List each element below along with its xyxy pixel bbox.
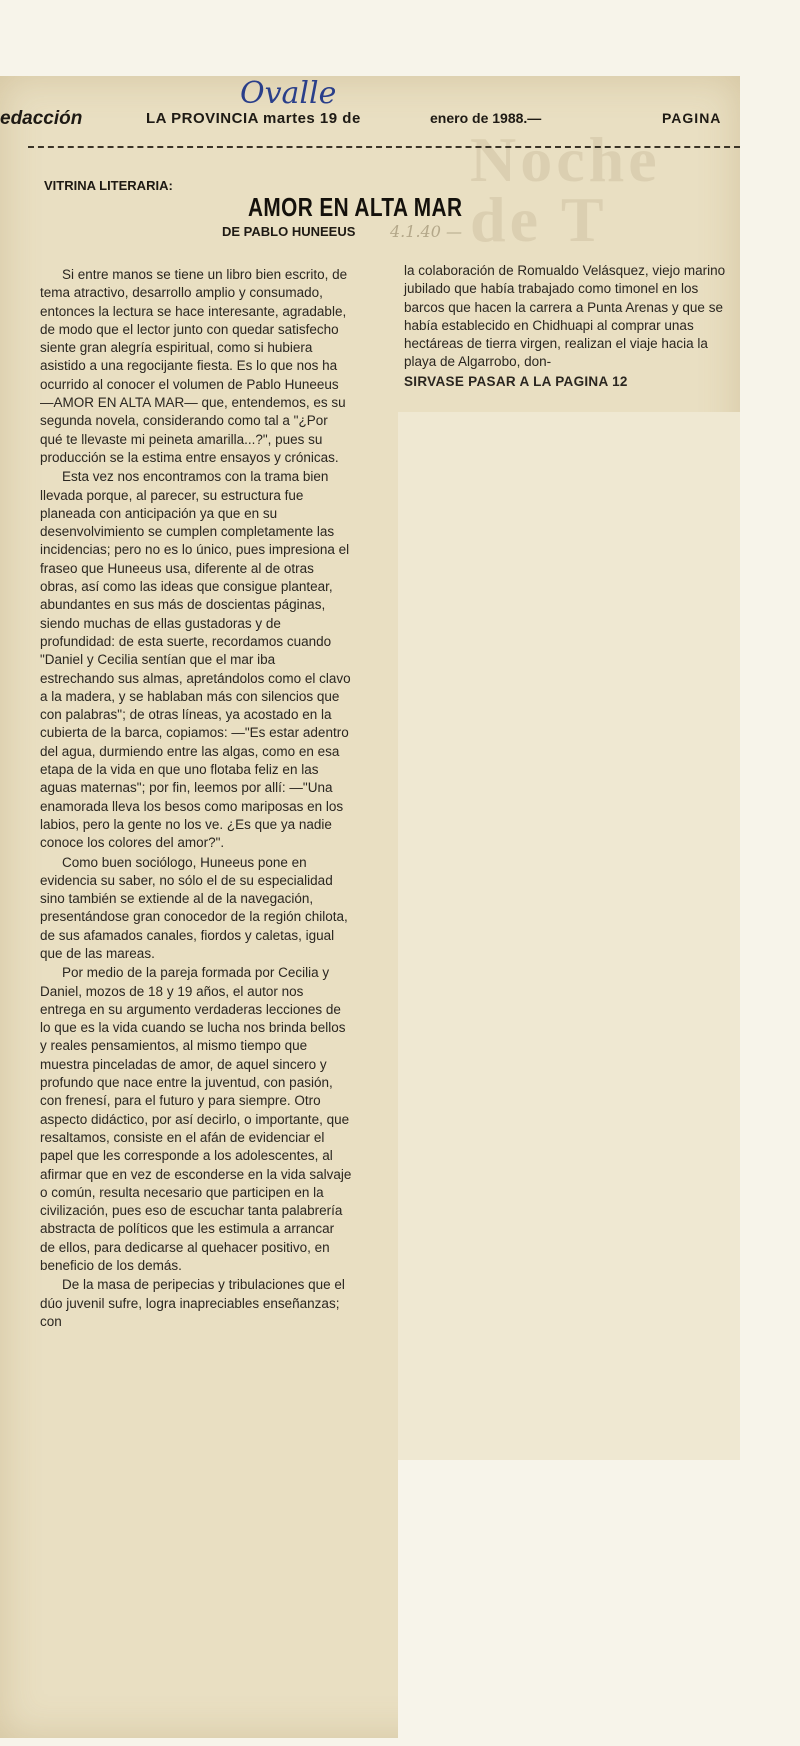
article-column-left [40,266,352,1331]
paragraph: Por medio de la pareja formada por Cecilia y Daniel, mozos de 18 y 19 años, el autor nos entrega en su argumento verdaderas lecciones de lo que es la vida cuando se lucha nos brinda bellos y reales pensamientos, al mismo tiempo que muestra pinceladas de amor, de aquel sincero y profundo que nace entre la juventud, con pasión, con frenesí, para el futuro y para siempre. Otro aspecto didáctico, por así decirlo, o importante, que resaltamos, consiste en el afán de evidenciar el papel que les corresponde a los adolescentes, al afirmar que en vez de esconderse en la vida salvaje o común, resulta necesario que participen en la civilización, pues eso de escuchar tanta palabrería abstracta de políticos que les estimula a arrancar de ellos, para dedicarse al quehacer positivo, en beneficio de los demás. [40,965,352,1274]
article-column-right [404,262,734,391]
pencil-note: 4.1.40 — [390,222,462,241]
paragraph: Si entre manos se tiene un libro bien escrito, de tema atractivo, desarrollo amplio y consumado, entonces la lectura se hace interesante, agradable, de modo que el lector junto con quedar satisfecho siente gran alegría espiritual, como si hubiera asistido a una regocijante fiesta. Es lo que nos ha ocurrido al conocer el volumen de Pablo Huneeus —AMOR EN ALTA MAR— que, entendemos, es su segunda novela, considerando como tal a "¿Por qué te llevaste mi peineta amarilla...?", pues su producción se la estima entre ensayos y crónicas. [40,267,348,465]
section-name: edacción [0,108,83,129]
article-byline: DE PABLO HUNEEUS [222,224,356,239]
handwritten-note: Ovalle [240,76,337,111]
page-label: PAGINA [662,110,722,126]
paragraph: Esta vez nos encontramos con la trama bien llevada porque, al parecer, su estructura fue planeada con anticipación ya que en su desenvolvimiento se cumplen completamente las incidencias; pero no es lo único, pues impresiona el fraseo que Huneeus usa, diferente al de otras obras, así como las ideas que consigue plantear, abundantes en sus más de doscientas páginas, siendo muchas de ellas gustadoras y de profundidad: de esta suerte, recordamos cuando "Daniel y Cecilia sentían que el mar iba estrechando sus almas, apretándolos como el clavo a la madera, y se hablaban más con silencios que con palabras"; de otras líneas, ya acostado en la cubierta de la barca, copiamos: —"Es estar adentro del agua, durmiendo entre las algas, como en esa etapa de la vida en que uno flotaba feliz en las aguas maternas"; por fin, leemos por allí: —"Una enamorada lleva los besos como mariposas en los labios, pero la gente no los ve. ¿Es que ya nadie conoce los colores del amor?". [40,469,351,851]
paragraph: Como buen sociólogo, Huneeus pone en evidencia su saber, no sólo el de su especialidad sino también se extiende al de la navegación, presentándose gran conocedor de la región chilota, de sus afamados canales, fiordos y caletas, igual que de las mareas. [40,854,348,961]
paragraph: De la masa de peripecias y tribulaciones que el dúo juvenil sufre, logra inapreciables enseñanzas; con [40,1277,345,1329]
clipping-right-blank [398,412,740,1462]
article-kicker: VITRINA LITERARIA: [44,178,173,193]
newspaper-name: LA PROVINCIA martes 19 de [146,110,361,127]
issue-date: enero de 1988.— [430,110,542,126]
header-divider [28,146,740,148]
article-title: AMOR EN ALTA MAR [248,192,463,222]
clipping-cutout [398,1460,740,1738]
page-header [0,96,740,140]
paragraph: la colaboración de Romualdo Velásquez, viejo marino jubilado que había trabajado como timonel en los barcos que hacen la carrera a Punta Arenas y que se había establecido en Chidhuapi al comprar unas hectáreas de tierra virgen, realizan el viaje hacia la playa de Algarrobo, don- [404,263,726,370]
show-through-text: Noche de T [470,124,661,255]
continued-notice: SIRVASE PASAR A LA PAGINA 12 [404,373,628,389]
